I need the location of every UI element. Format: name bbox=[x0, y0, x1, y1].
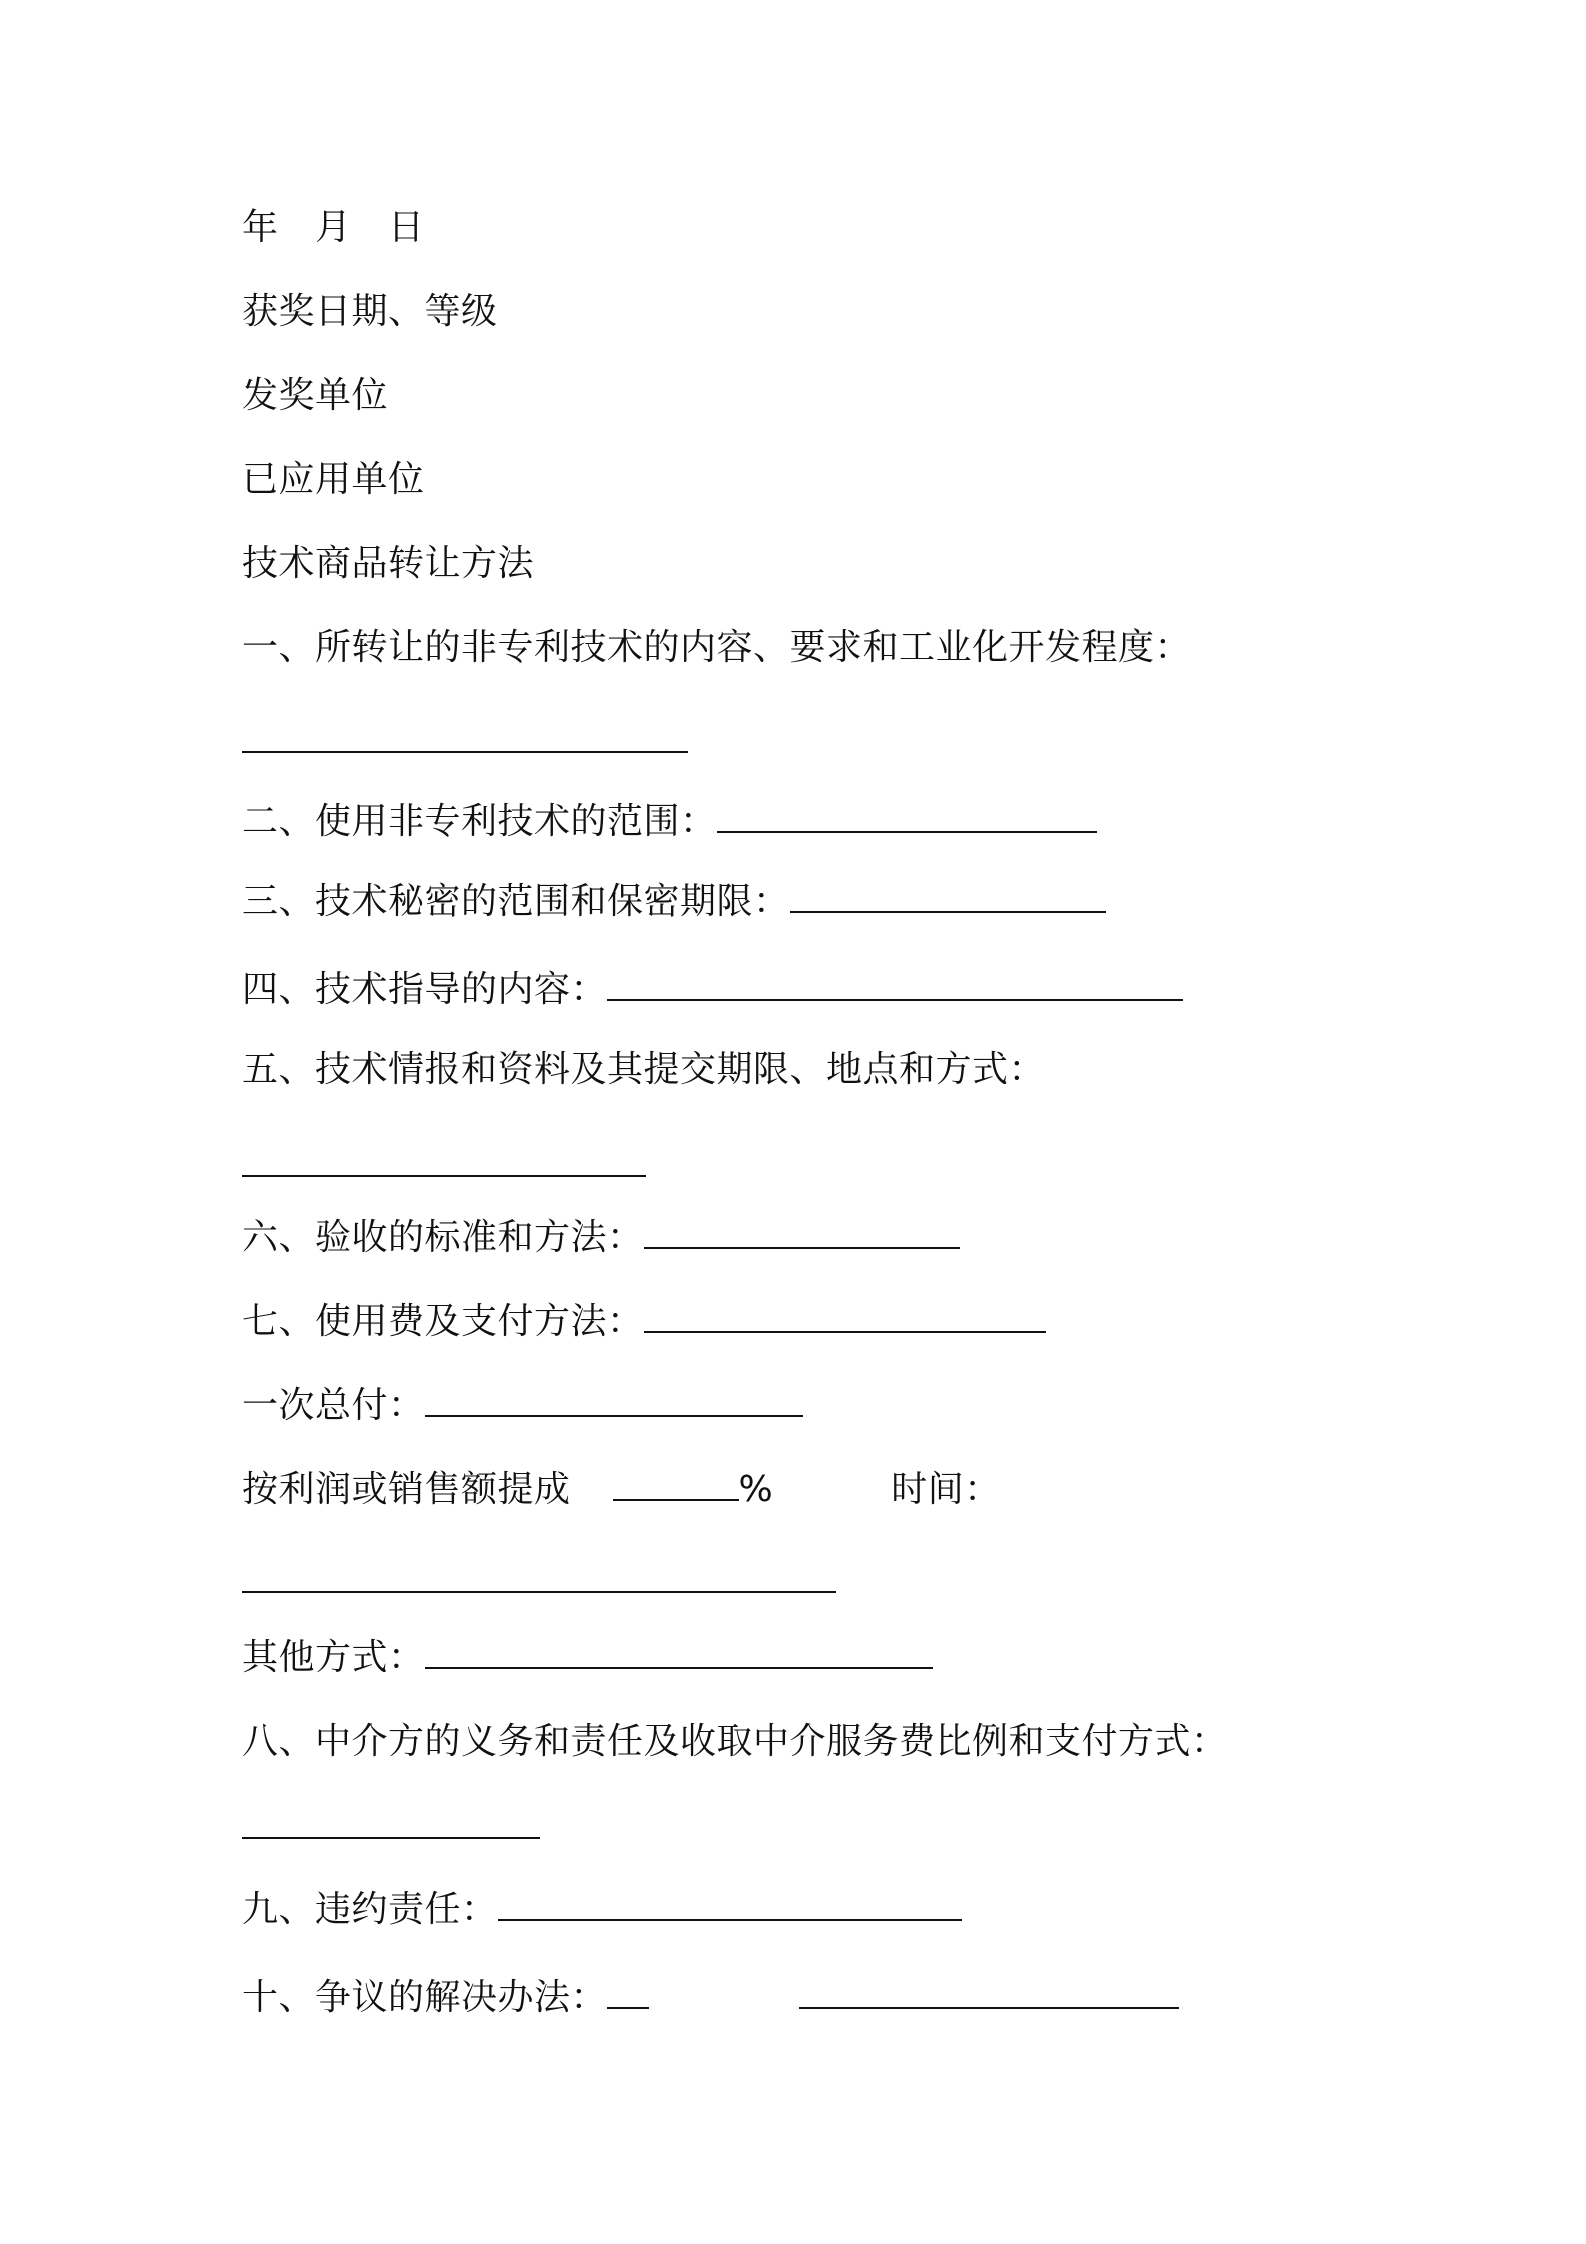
date-line bbox=[242, 206, 425, 250]
item7-blank[interactable] bbox=[644, 1301, 1046, 1333]
award-unit-label: 发奖单位 bbox=[242, 375, 389, 416]
transfer-method-line bbox=[242, 542, 534, 586]
other-method-label: 其他方式： bbox=[242, 1637, 425, 1678]
item3-label: 三、技术秘密的范围和保密期限： bbox=[242, 881, 790, 922]
item3-blank[interactable] bbox=[790, 881, 1106, 913]
item2-line bbox=[242, 800, 1097, 844]
award-unit-line bbox=[242, 374, 388, 418]
date-line-text: 年 月 日 bbox=[242, 207, 425, 248]
item5-blank-line bbox=[242, 1144, 646, 1188]
item7-label: 七、使用费及支付方法： bbox=[242, 1301, 644, 1342]
item10-blank[interactable] bbox=[799, 1977, 1179, 2009]
item8-label: 八、中介方的义务和责任及收取中介服务费比例和支付方式： bbox=[242, 1721, 1228, 1762]
item8-blank-line bbox=[242, 1806, 540, 1850]
item9-line bbox=[242, 1888, 962, 1932]
royalty-line bbox=[242, 1468, 1001, 1512]
item8-line bbox=[242, 1720, 1228, 1764]
item6-line bbox=[242, 1216, 960, 1260]
award-date-grade-label: 获奖日期、等级 bbox=[242, 291, 498, 332]
royalty-label: 按利润或销售额提成 bbox=[242, 1469, 571, 1510]
lump-sum-blank[interactable] bbox=[425, 1385, 803, 1417]
item10-line bbox=[242, 1976, 1179, 2020]
item6-blank[interactable] bbox=[644, 1217, 960, 1249]
item3-line bbox=[242, 880, 1106, 924]
item1-line bbox=[242, 626, 1191, 670]
other-method-line bbox=[242, 1636, 933, 1680]
item10-label: 十、争议的解决办法： bbox=[242, 1977, 608, 2018]
item1-blank-line bbox=[242, 720, 688, 764]
time-label: 时间： bbox=[891, 1469, 1001, 1510]
royalty-percent-blank[interactable] bbox=[613, 1469, 739, 1501]
item7-line bbox=[242, 1300, 1046, 1344]
transfer-method-label: 技术商品转让方法 bbox=[242, 543, 535, 584]
applied-unit-label: 已应用单位 bbox=[242, 459, 425, 500]
item2-label: 二、使用非专利技术的范围： bbox=[242, 801, 717, 842]
item4-blank[interactable] bbox=[607, 969, 1183, 1001]
applied-unit-line bbox=[242, 458, 425, 502]
item1-blank[interactable] bbox=[242, 721, 688, 753]
other-method-blank[interactable] bbox=[425, 1637, 933, 1669]
item9-blank[interactable] bbox=[498, 1889, 962, 1921]
item1-label: 一、所转让的非专利技术的内容、要求和工业化开发程度： bbox=[242, 627, 1192, 668]
item8-blank[interactable] bbox=[242, 1807, 540, 1839]
item10-blank-short[interactable] bbox=[607, 1977, 649, 2009]
item9-label: 九、违约责任： bbox=[242, 1889, 498, 1930]
lump-sum-line bbox=[242, 1384, 803, 1428]
percent-sign: % bbox=[738, 1469, 774, 1510]
item2-blank[interactable] bbox=[717, 801, 1097, 833]
item5-blank[interactable] bbox=[242, 1145, 646, 1177]
award-date-grade-line bbox=[242, 290, 498, 334]
item5-line bbox=[242, 1048, 1045, 1092]
item5-label: 五、技术情报和资料及其提交期限、地点和方式： bbox=[242, 1049, 1046, 1090]
item4-line bbox=[242, 968, 1183, 1012]
item4-label: 四、技术指导的内容： bbox=[242, 969, 608, 1010]
item6-label: 六、验收的标准和方法： bbox=[242, 1217, 644, 1258]
royalty-time-blank[interactable] bbox=[242, 1561, 836, 1593]
lump-sum-label: 一次总付： bbox=[242, 1385, 425, 1426]
royalty-blank-line bbox=[242, 1560, 836, 1604]
